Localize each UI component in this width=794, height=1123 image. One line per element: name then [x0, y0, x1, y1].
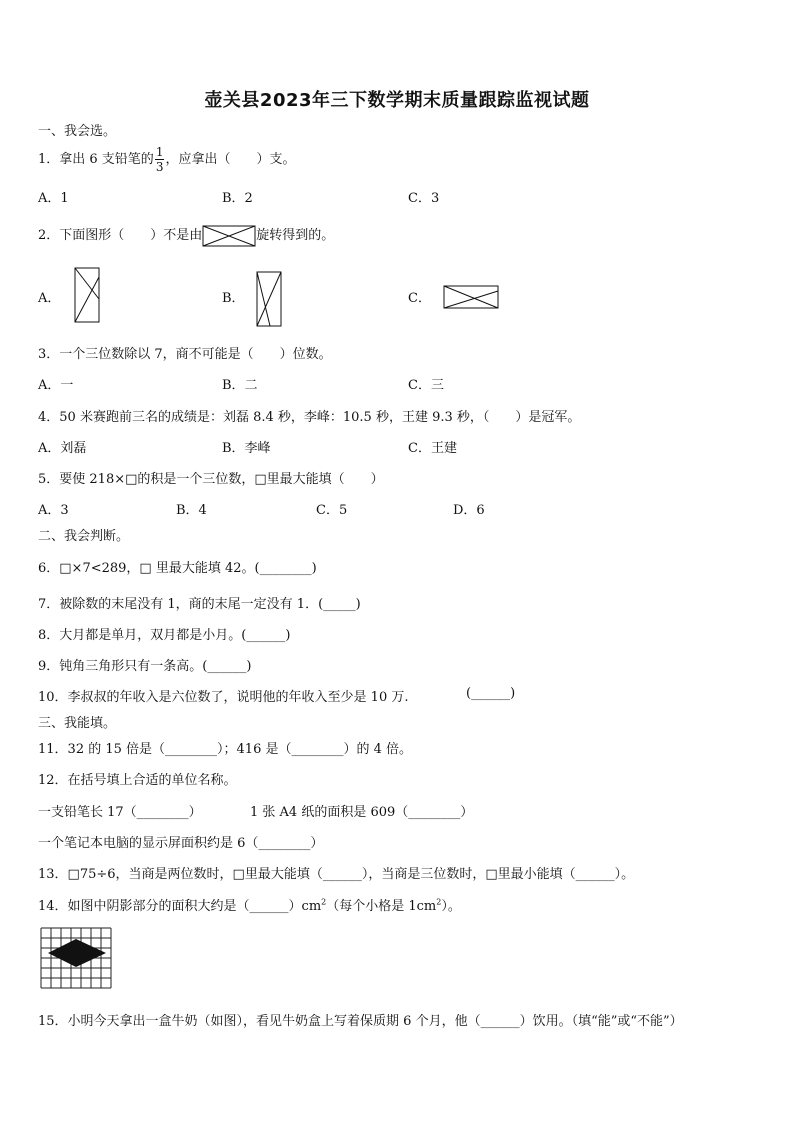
question-15: 15．小明今天拿出一盒牛奶（如图），看见牛奶盒上写着保质期 6 个月，他（______）饮用。（填“能”或“不能”） — [38, 1014, 683, 1029]
q3-option-b[interactable]: B．二 — [222, 378, 258, 393]
question-3: 3．一个三位数除以 7，商不可能是（ ）位数。 — [38, 347, 332, 362]
q1-option-c[interactable]: C．3 — [408, 191, 440, 206]
question-2 — [38, 224, 334, 247]
question-1 — [38, 146, 295, 173]
q4-option-c[interactable]: C．王建 — [408, 441, 457, 456]
question-14 — [38, 895, 461, 914]
q14-unit-exponent: 2 — [321, 897, 327, 907]
question-12-part-a: 一支铅笔长 17（________） — [38, 805, 202, 820]
q10-text: 10．李叔叔的年收入是六位数了，说明他的年收入至少是 10 万. — [38, 690, 409, 705]
section-fill: 三、我能填。 — [38, 716, 117, 731]
q4-option-a[interactable]: A．刘磊 — [38, 441, 87, 456]
q2-option-a[interactable]: A． — [38, 291, 61, 306]
q2-text-before: 2．下面图形（ ）不是由 — [38, 228, 203, 243]
fraction-numerator: 1 — [155, 145, 164, 159]
page-title: 壶关县2023年三下数学期末质量跟踪监视试题 — [204, 90, 590, 111]
q10-answer-blank[interactable]: (______) — [466, 686, 516, 701]
reference-rectangle-figure — [202, 225, 256, 247]
q14-unit-exponent-2: 2 — [436, 897, 442, 907]
q5-option-d[interactable]: D．6 — [453, 503, 485, 518]
q2-option-c[interactable]: C． — [408, 291, 431, 306]
question-6: 6．□×7<289，□ 里最大能填 42。(________) — [38, 561, 317, 576]
question-9: 9．钝角三角形只有一条高。(______) — [38, 659, 252, 674]
q2-option-b[interactable]: B． — [222, 291, 245, 306]
question-12-part-c: 一个笔记本电脑的显示屏面积约是 6（________） — [38, 836, 324, 851]
question-8: 8．大月都是单月，双月都是小月。(______) — [38, 628, 291, 643]
question-7: 7．被除数的末尾没有 1，商的末尾一定没有 1．(_____) — [38, 597, 361, 612]
fraction-one-third — [155, 146, 165, 173]
q2-option-c-figure — [443, 285, 499, 309]
q14-text-after: ）。 — [441, 899, 461, 914]
section-choice: 一、我会选。 — [38, 124, 117, 139]
shaded-grid-figure — [40, 927, 112, 989]
q2-text-after: 旋转得到的。 — [256, 228, 335, 243]
q4-option-b[interactable]: B．李峰 — [222, 441, 271, 456]
q5-option-b[interactable]: B．4 — [176, 503, 207, 518]
q3-option-a[interactable]: A．一 — [38, 378, 74, 393]
question-5: 5．要使 218×□的积是一个三位数，□里最大能填（ ） — [38, 472, 384, 487]
shaded-rhombus — [48, 939, 106, 967]
q1-option-b[interactable]: B．2 — [222, 191, 253, 206]
question-12-part-b: 1 张 A4 纸的面积是 609（________） — [250, 805, 474, 820]
q1-text-before: 1．拿出 6 支铅笔的 — [38, 152, 154, 167]
q2-option-a-figure — [74, 267, 100, 323]
fraction-denominator: 3 — [155, 160, 164, 174]
q3-option-c[interactable]: C．三 — [408, 378, 444, 393]
q2-option-b-figure — [256, 271, 282, 327]
q5-option-a[interactable]: A．3 — [38, 503, 69, 518]
question-13: 13．□75÷6，当商是两位数时，□里最大能填（______），当商是三位数时，□里最小能填（______）。 — [38, 867, 635, 882]
q1-option-a[interactable]: A．1 — [38, 191, 69, 206]
question-12: 12．在括号填上合适的单位名称。 — [38, 773, 237, 788]
q14-text-mid: （每个小格是 1cm — [326, 899, 437, 914]
q1-text-after: ，应拿出（ ）支。 — [165, 152, 296, 167]
question-4: 4．50 米赛跑前三名的成绩是：刘磊 8.4 秒，李峰：10.5 秒，王建 9.3 秒，（ ）是冠军。 — [38, 410, 581, 425]
q14-text-before: 14．如图中阴影部分的面积大约是（______）cm — [38, 899, 322, 914]
question-11: 11．32 的 15 倍是（________）；416 是（________）的 4 倍。 — [38, 742, 413, 757]
q5-option-c[interactable]: C．5 — [316, 503, 348, 518]
question-10 — [38, 686, 408, 705]
section-judge: 二、我会判断。 — [38, 529, 130, 544]
